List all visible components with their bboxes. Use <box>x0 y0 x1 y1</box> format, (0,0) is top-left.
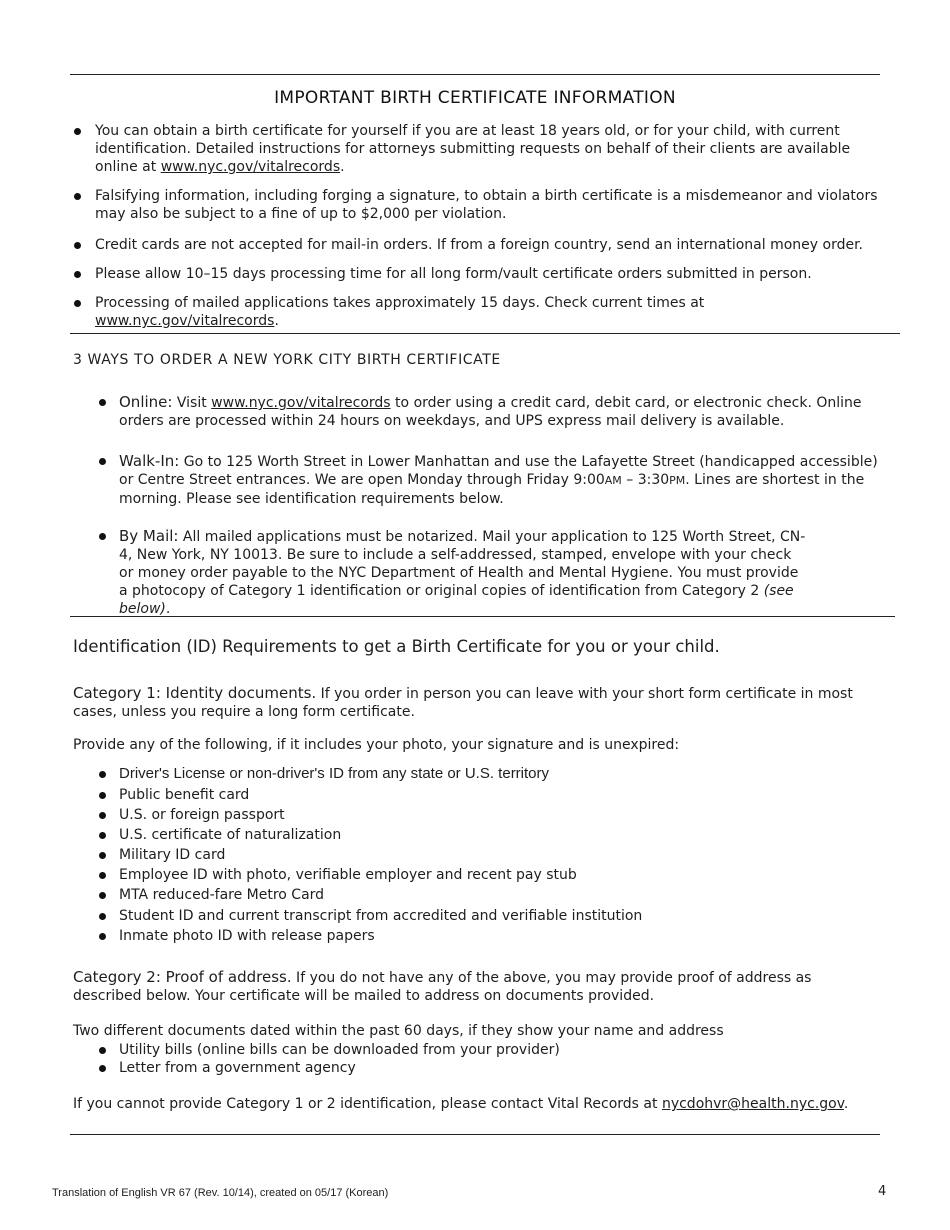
vitalrecords-link[interactable]: www.nyc.gov/vitalrecords <box>211 395 391 411</box>
section1-title: IMPORTANT BIRTH CERTIFICATE INFORMATION <box>274 88 676 108</box>
section1-rule <box>70 333 900 334</box>
cat2-item: Utility bills (online bills can be downloaded from your provider) <box>96 1041 896 1059</box>
vitalrecords-link[interactable]: www.nyc.gov/vitalrecords <box>95 313 275 329</box>
bullet-icon <box>99 792 106 799</box>
vital-records-email-link[interactable]: nycdohvr@health.nyc.gov <box>661 1096 844 1112</box>
bullet-icon <box>99 1047 106 1054</box>
info-bullet-2: Falsifying information, including forging a signature, to obtain a birth certificate is a misdemeanor and violators may also be subject to a fine of up to $2,000 per violation. <box>72 187 882 223</box>
bullet-icon <box>74 300 81 307</box>
bullet-icon <box>99 458 106 465</box>
section3-title: Identification (ID) Requirements to get a Birth Certificate for you or your child. <box>73 637 720 656</box>
bullet-icon <box>99 913 106 920</box>
order-online: Online: Visit www.nyc.gov/vitalrecords to order using a credit card, debit card, or electronic check. Online orders are processed within 24 hours on weekdays, and UPS express mail delivery is available. <box>96 393 896 430</box>
bullet-icon <box>74 193 81 200</box>
info-bullet-1: You can obtain a birth certificate for yourself if you are at least 18 years old, or for your child, with current identification. Detailed instructions for attorneys submitting requests on behalf of their clients are available online at www.nyc.gov/vitalrecords. <box>72 122 882 176</box>
contact-line: If you cannot provide Category 1 or 2 identification, please contact Vital Records at nycdohvr@health.nyc.gov. <box>73 1096 849 1112</box>
category2-intro: Category 2: Proof of address. If you do not have any of the above, you may provide proof of address as described below. Your certificate will be mailed to address on documents provided. <box>73 968 812 1004</box>
info-bullet-5: Processing of mailed applications takes approximately 15 days. Check current times at www.nyc.gov/vitalrecords. <box>72 294 882 330</box>
bullet-icon <box>99 892 106 899</box>
info-bullet-3: Credit cards are not accepted for mail-in orders. If from a foreign country, send an international money order. <box>72 236 882 254</box>
cat1-item: U.S. or foreign passport <box>96 806 896 824</box>
bullet-icon <box>74 128 81 135</box>
order-by-mail: By Mail: All mailed applications must be notarized. Mail your application to 125 Worth Street, CN-4, New York, NY 10013. Be sure to include a self-addressed, stamped, envelope with your check or money order payable to the NYC Department of Health and Mental Hygiene. You must provide a photocopy of Category 1 identification or original copies of identification from Category 2 (see below). <box>96 527 808 618</box>
top-rule <box>70 74 880 75</box>
section2-title: 3 WAYS TO ORDER A NEW YORK CITY BIRTH CERTIFICATE <box>73 352 501 368</box>
vitalrecords-link[interactable]: www.nyc.gov/vitalrecords <box>160 159 341 175</box>
bullet-icon <box>99 1065 106 1072</box>
bullet-icon <box>99 399 106 406</box>
bullet-icon <box>74 271 81 278</box>
info-bullet-4: Please allow 10–15 days processing time for all long form/vault certificate orders submitted in person. <box>72 265 882 283</box>
bullet-icon <box>99 771 106 778</box>
cat1-item: Employee ID with photo, verifiable employer and recent pay stub <box>96 866 896 884</box>
category2-docs: Two different documents dated within the past 60 days, if they show your name and address <box>73 1023 724 1039</box>
cat1-item: Driver's License or non-driver's ID from any state or U.S. territory <box>96 765 896 783</box>
bullet-icon <box>99 832 106 839</box>
bullet-icon <box>99 872 106 879</box>
cat1-item: Military ID card <box>96 846 896 864</box>
cat1-item: Student ID and current transcript from accredited and verifiable institution <box>96 907 896 925</box>
bottom-rule <box>70 1134 880 1135</box>
order-walk-in: Walk-In: Go to 125 Worth Street in Lower Manhattan and use the Lafayette Street (handicapped accessible) or Centre Street entrances. We are open Monday through Friday 9:00AM – 3:30PM. Lines are shortest in the morning. Please see identification requirements below. <box>96 452 896 508</box>
cat1-item: U.S. certificate of naturalization <box>96 826 896 844</box>
category1-intro: Category 1: Identity documents. If you order in person you can leave with your short form certificate in most cases, unless you require a long form certificate. <box>73 684 853 720</box>
cat1-item: Inmate photo ID with release papers <box>96 927 896 945</box>
bullet-icon <box>74 242 81 249</box>
cat2-item: Letter from a government agency <box>96 1059 896 1077</box>
page-number: 4 <box>878 1184 887 1199</box>
bullet-icon <box>99 812 106 819</box>
footer-text: Translation of English VR 67 (Rev. 10/14), created on 05/17 (Korean) <box>52 1187 389 1199</box>
bullet-icon <box>99 533 106 540</box>
category1-provide: Provide any of the following, if it includes your photo, your signature and is unexpired: <box>73 737 680 753</box>
bullet-icon <box>99 852 106 859</box>
cat1-item: MTA reduced-fare Metro Card <box>96 886 896 904</box>
bullet-icon <box>99 933 106 940</box>
cat1-item: Public benefit card <box>96 786 896 804</box>
